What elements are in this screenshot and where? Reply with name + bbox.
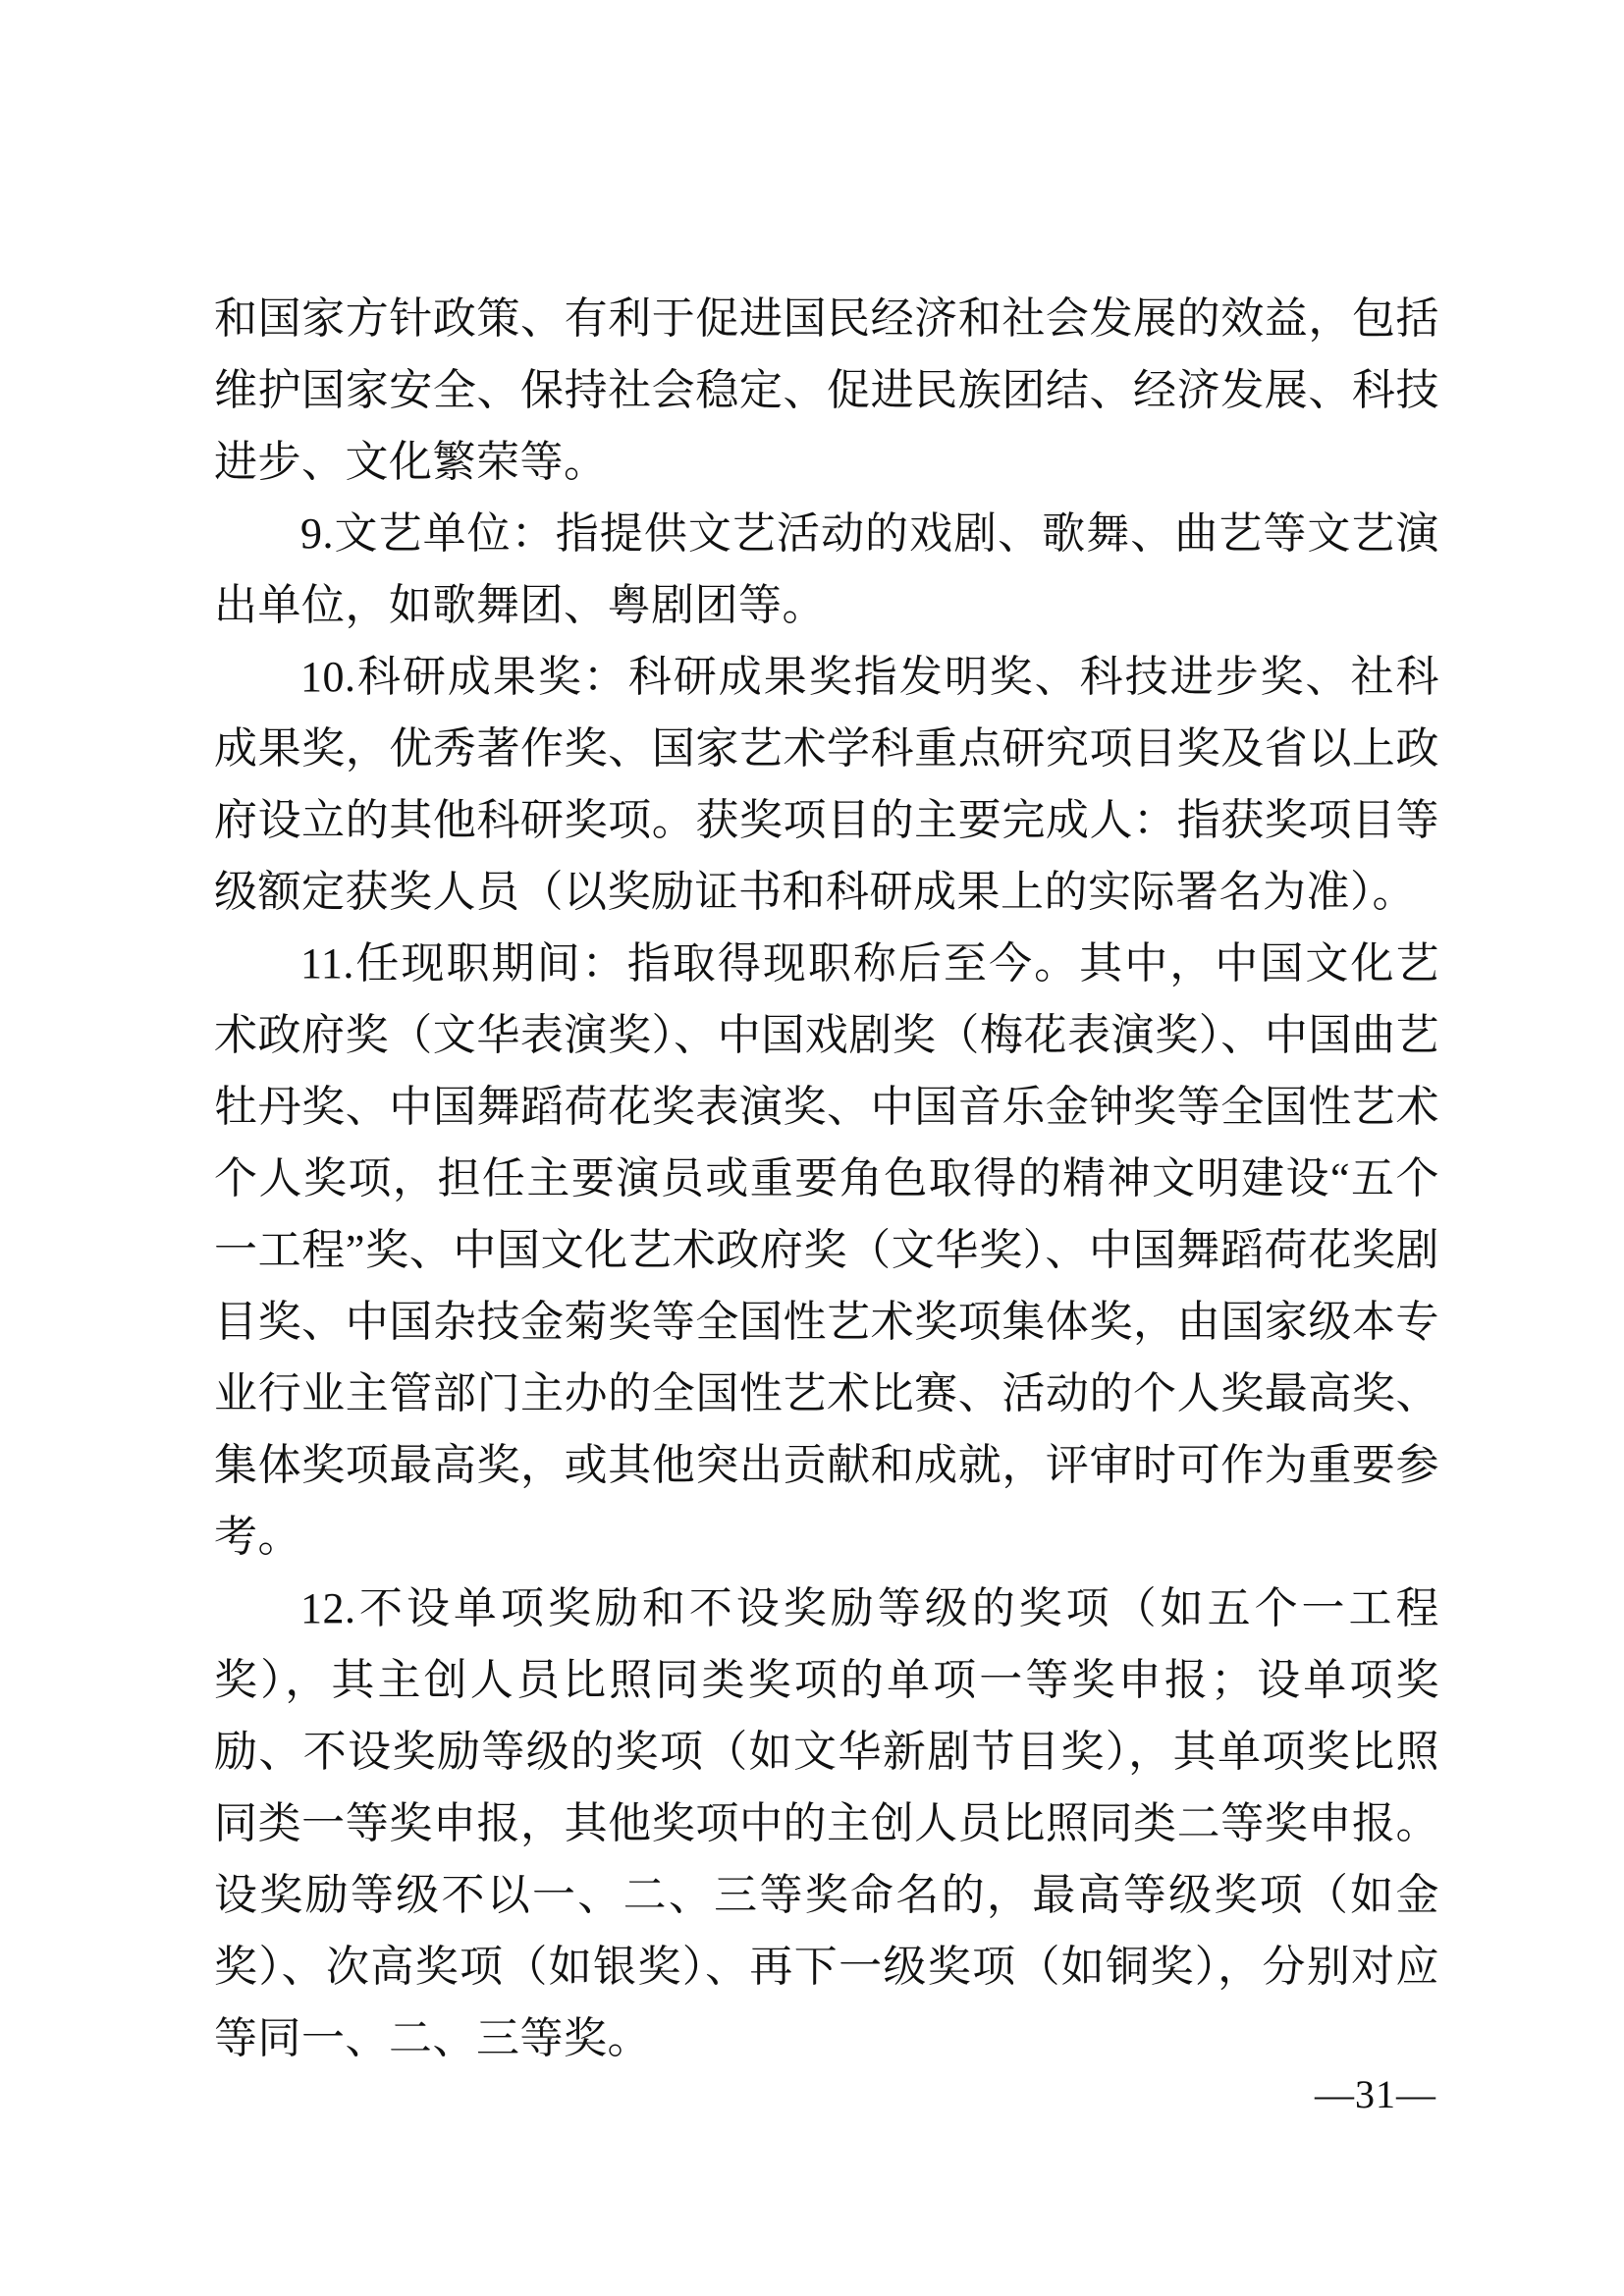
- paragraph-item-9: 9.文艺单位：指提供文艺活动的戏剧、歌舞、曲艺等文艺演出单位，如歌舞团、粤剧团等。: [214, 509, 1439, 629]
- paragraph-item-10: 10.科研成果奖：科研成果奖指发明奖、科技进步奖、社科成果奖，优秀著作奖、国家艺术学科重点研究项目奖及省以上政府设立的其他科研奖项。获奖项目的主要完成人：指获奖项目等级额定获奖人员（以奖励证书和科研成果上的实际署名为准）。: [214, 653, 1439, 916]
- paragraph-item-12: 12.不设单项奖励和不设奖励等级的奖项（如五个一工程奖），其主创人员比照同类奖项的单项一等奖申报；设单项奖励、不设奖励等级的奖项（如文华新剧节目奖），其单项奖比照同类一等奖申报，其他奖项中的主创人员比照同类二等奖申报。设奖励等级不以一、二、三等奖命名的，最高等级奖项（如金奖）、次高奖项（如银奖）、再下一级奖项（如铜奖），分别对应等同一、二、三等奖。: [214, 1584, 1439, 2062]
- document-body: [214, 283, 1439, 2074]
- page-number: —31—: [1315, 2072, 1436, 2116]
- paragraph-item-11: 11.任现职期间：指取得现职称后至今。其中，中国文化艺术政府奖（文华表演奖）、中国戏剧奖（梅花表演奖）、中国曲艺牡丹奖、中国舞蹈荷花奖表演奖、中国音乐金钟奖等全国性艺术个人奖项，担任主要演员或重要角色取得的精神文明建设“五个一工程”奖、中国文化艺术政府奖（文华奖）、中国舞蹈荷花奖剧目奖、中国杂技金菊奖等全国性艺术奖项集体奖，由国家级本专业行业主管部门主办的全国性艺术比赛、活动的个人奖最高奖、集体奖项最高奖，或其他突出贡献和成就，评审时可作为重要参考。: [214, 939, 1439, 1561]
- paragraph-item-8-continuation: 和国家方针政策、有利于促进国民经济和社会发展的效益，包括维护国家安全、保持社会稳定、促进民族团结、经济发展、科技进步、文化繁荣等。: [214, 294, 1439, 486]
